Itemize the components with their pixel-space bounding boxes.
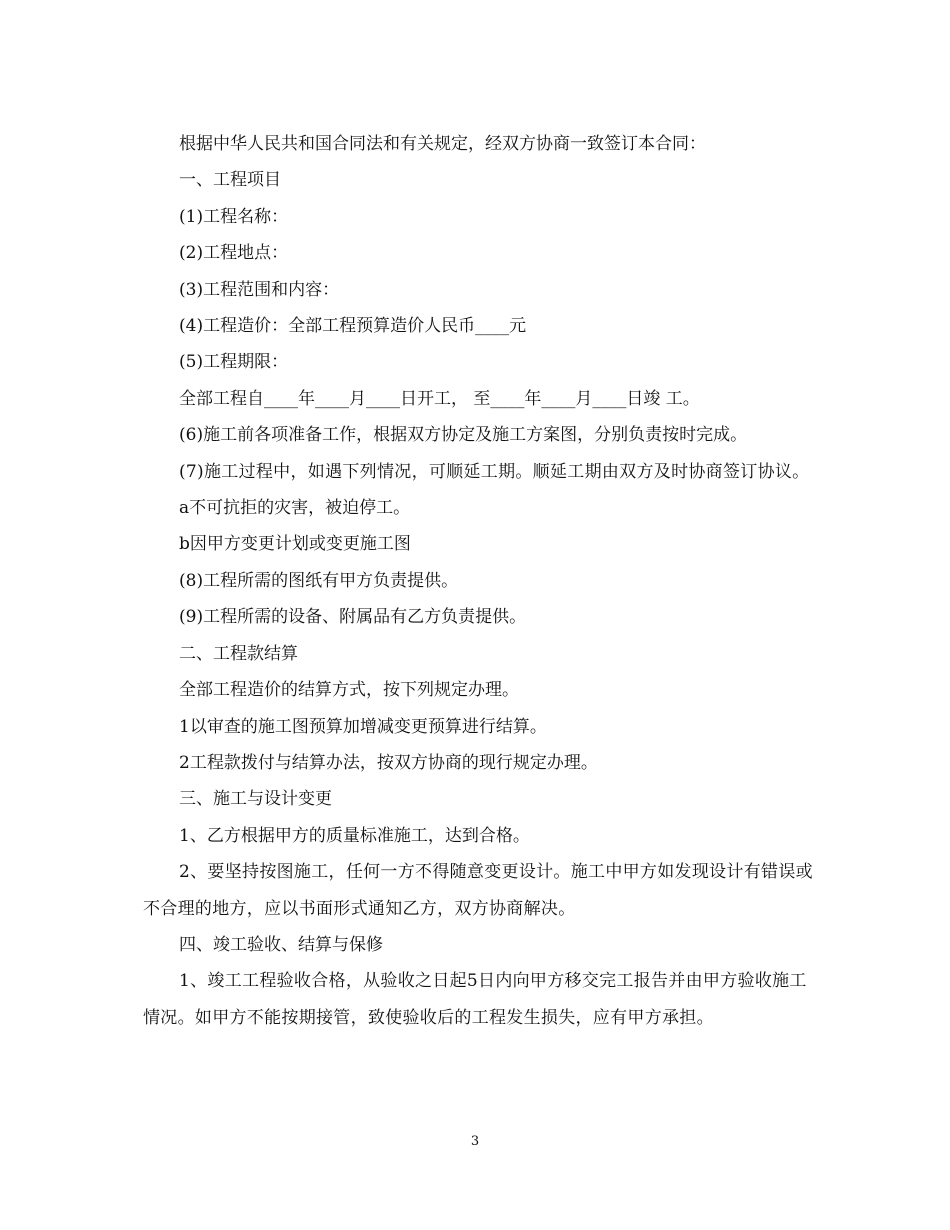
paragraph-project-name: (1)工程名称： [179, 206, 289, 227]
heading-acceptance: 四、竣工验收、结算与保修 [179, 934, 383, 955]
heading-project: 一、工程项目 [179, 170, 281, 191]
paragraph-acceptance-1: 1、竣工工程验收合格，从验收之日起5日内向甲方移交完工报告并由甲方验收施工情况。如甲方不能按期接管，致使验收后的工程发生损失，应有甲方承担。 [143, 971, 807, 1028]
heading-design-change: 三、施工与设计变更 [179, 789, 332, 810]
paragraph-design-2: 2、要坚持按图施工，任何一方不得随意变更设计。施工中甲方如发现设计有错误或不合理的地方，应以书面形式通知乙方，双方协商解决。 [143, 862, 813, 919]
paragraph-design-1: 1、乙方根据甲方的质量标准施工，达到合格。 [179, 825, 530, 846]
paragraph-preparation: (6)施工前各项准备工作，根据双方协定及施工方案图，分别负责按时完成。 [179, 425, 748, 446]
paragraph-equipment: (9)工程所需的设备、附属品有乙方负责提供。 [179, 607, 527, 628]
paragraph-settlement-2: 2工程款拨付与结算办法，按双方协商的现行规定办理。 [179, 752, 598, 773]
paragraph-item-b: b因甲方变更计划或变更施工图 [179, 534, 411, 555]
paragraph-project-dates: 全部工程自____年____月____日开工， 至____年____月____日竣 工。 [179, 388, 700, 409]
paragraph-project-location: (2)工程地点： [179, 243, 289, 264]
paragraph-item-a: a不可抗拒的灾害，被迫停工。 [179, 498, 411, 519]
paragraph-project-cost: (4)工程造价：全部工程预算造价人民币____元 [179, 316, 527, 337]
paragraph-intro: 根据中华人民共和国合同法和有关规定，经双方协商一致签订本合同： [179, 134, 706, 154]
paragraph-settlement-1: 1以审查的施工图预算加增减变更预算进行结算。 [179, 716, 547, 737]
page-number: 3 [470, 1134, 480, 1149]
paragraph-project-scope: (3)工程范围和内容： [179, 279, 340, 300]
paragraph-settlement-method: 全部工程造价的结算方式，按下列规定办理。 [179, 680, 519, 701]
paragraph-project-period: (5)工程期限： [179, 352, 289, 373]
document-body [143, 126, 813, 1036]
paragraph-extension: (7)施工过程中，如遇下列情况，可顺延工期。顺延工期由双方及时协商签订协议。 [179, 461, 810, 482]
paragraph-drawings: (8)工程所需的图纸有甲方负责提供。 [179, 570, 459, 591]
heading-settlement: 二、工程款结算 [179, 643, 298, 664]
